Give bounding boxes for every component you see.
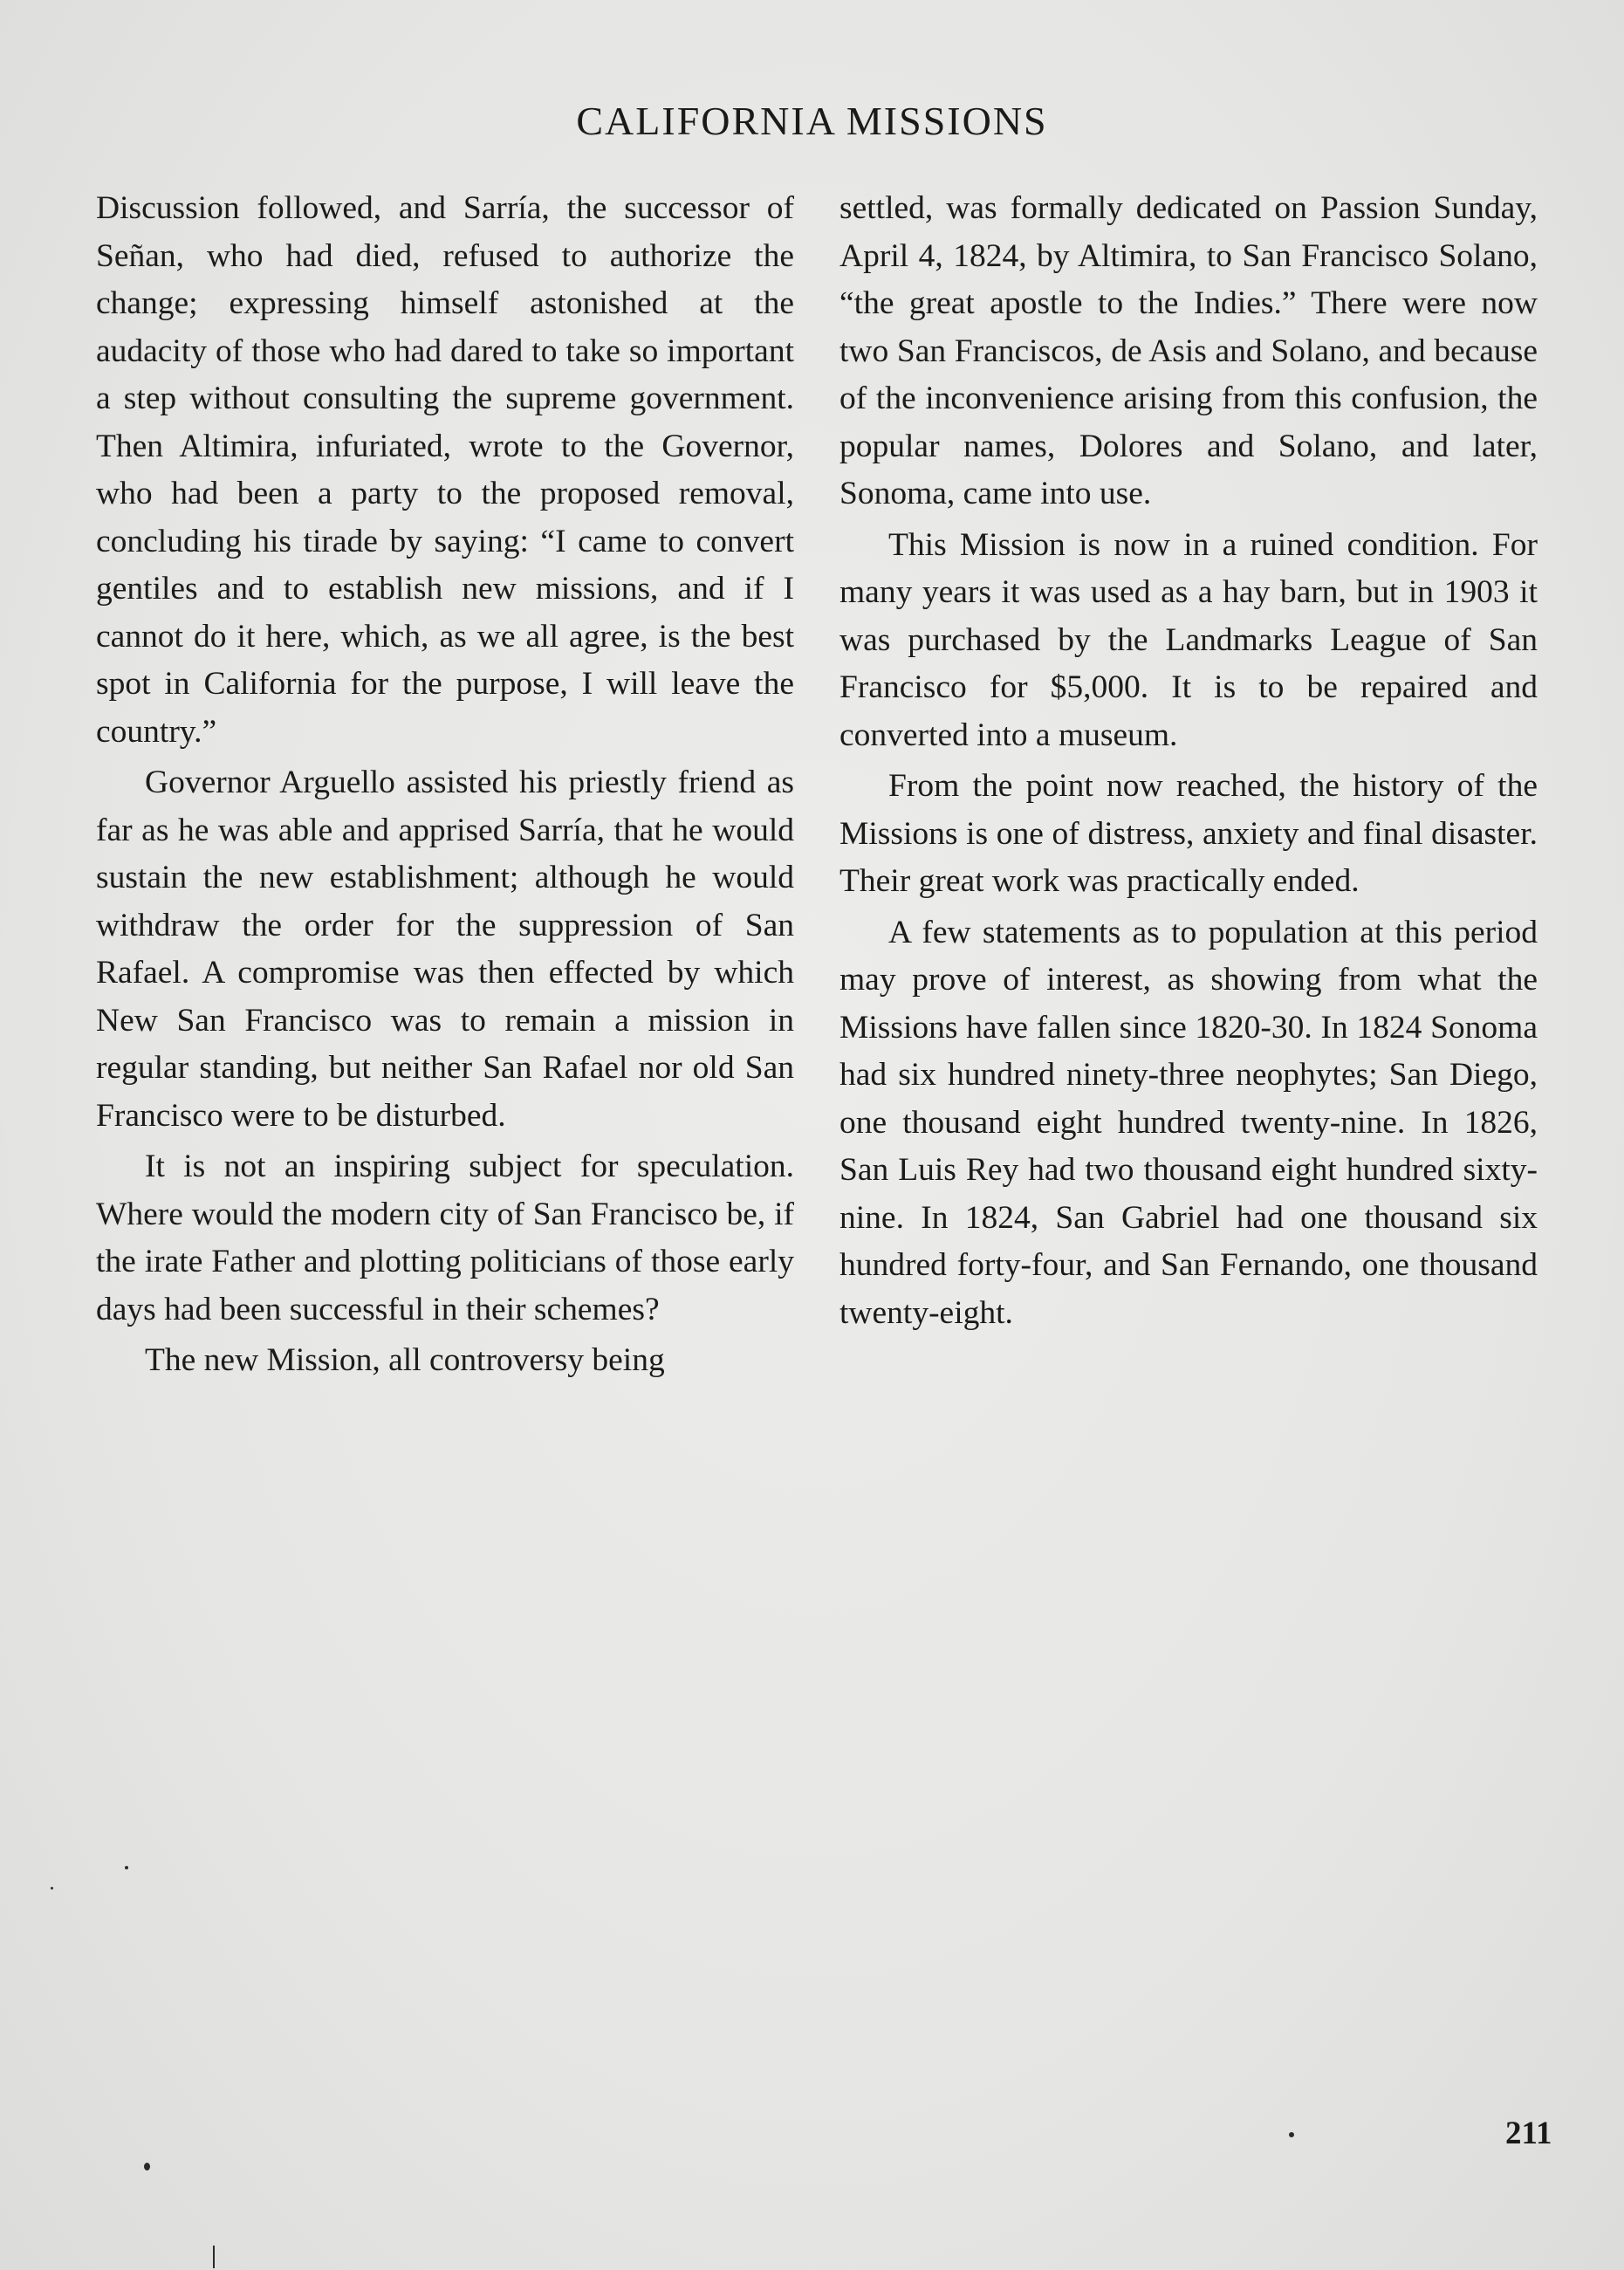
print-speck (144, 2163, 150, 2171)
print-speck (51, 1887, 53, 1889)
paragraph: The new Mission, all controversy being (145, 1342, 665, 1378)
paragraph: From the point now reached, the history of the Missions is one of distress, anxiety and final disaster. Their great work was practically ended. (839, 768, 1538, 899)
print-speck (125, 1866, 128, 1869)
running-head-title: CALIFORNIA MISSIONS (576, 99, 1048, 143)
page-number: 211 (1505, 2116, 1552, 2151)
paragraph: It is not an inspiring subject for speculation. Where would the modern city of San Francisco be, if the irate Father and plotting politicians of those early days had been successful in their schemes? (96, 1149, 794, 1327)
paragraph: A few statements as to population at this period may prove of interest, as showing from what the Missions have fallen since 1820-30. In 1824 Sonoma had six hundred ninety-three neophytes; San Diego, one thousand eight hundred twenty-nine. In 1826, San Luis Rey had two thousand eight hundred sixty-nine. In 1824, San Gabriel had one thousand six hundred forty-four, and San Fernando, one thousand twenty-eight. (839, 914, 1538, 1331)
right-column (839, 185, 1538, 1341)
print-speck (1289, 2132, 1294, 2137)
paragraph: settled, was formally dedicated on Passion Sunday, April 4, 1824, by Altimira, to San Francisco Solano, “the great apostle to the Indies.” There were now two San Franciscos, de Asis and Solano, and because of the inconvenience arising from this confusion, the popular names, Dolores and Solano, and later, Sonoma, came into use. (839, 190, 1538, 511)
paragraph: Discussion followed, and Sarría, the successor of Señan, who had died, refused to authorize the change; expressing himself astonished at the audacity of those who had dared to take so important a step without consulting the supreme government. Then Altimira, infuriated, wrote to the Governor, who had been a party to the proposed removal, concluding his tirade by saying: “I came to convert gentiles and to establish new missions, and if I cannot do it here, which, as we all agree, is the best spot in California for the purpose, I will leave the country.” (96, 190, 794, 750)
print-speck (213, 2246, 215, 2268)
paragraph: Governor Arguello assisted his priestly friend as far as he was able and apprised Sarría, that he would sustain the new establishment; although he would withdraw the order for the suppression of San Rafael. A compromise was then effected by which New San Francisco was to remain a mission in regular standing, but neither San Rafael nor old San Francisco were to be disturbed. (96, 765, 794, 1134)
left-column (96, 185, 794, 1389)
paragraph: This Mission is now in a ruined condition. For many years it was used as a hay barn, but in 1903 it was purchased by the Landmarks League of San Francisco for $5,000. It is to be repaired and converted into a museum. (839, 526, 1538, 753)
